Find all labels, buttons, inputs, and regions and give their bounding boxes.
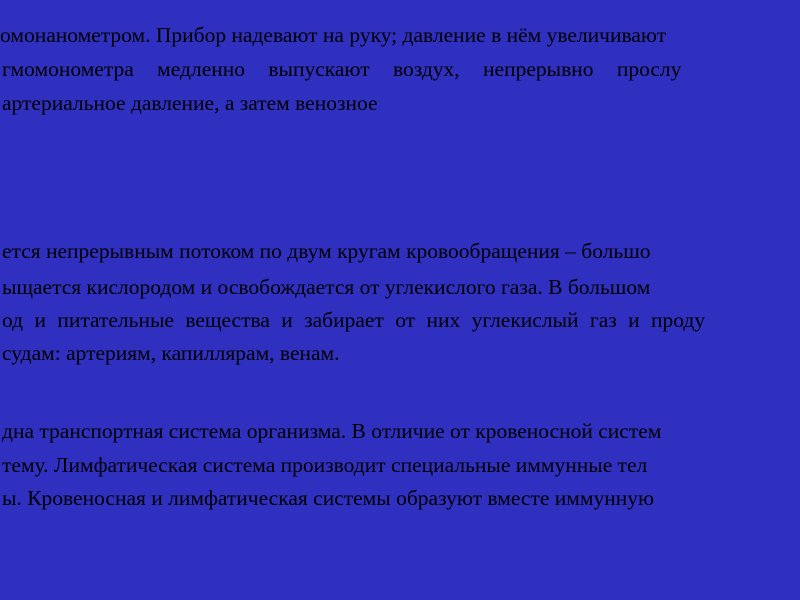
text-line: артериальное давление, а затем венозное xyxy=(2,91,378,115)
text-line: гмомонометра медленно выпускают воздух, непрерывно прослу xyxy=(2,57,682,81)
text-line: дна транспортная система организма. В отличие от кровеносной систем xyxy=(2,419,662,443)
text-line: тему. Лимфатическая система производит специальные иммунные тел xyxy=(2,453,648,477)
text-line: судам: артериям, капиллярам, венам. xyxy=(2,341,340,365)
text-line: од и питательные вещества и забирает от них углекислый газ и проду xyxy=(2,308,706,332)
text-line: омонанометром. Прибор надевают на руку; давление в нём увеличивают xyxy=(0,23,667,47)
text-line: ыщается кислородом и освобождается от углекислого газа. В большом xyxy=(2,275,651,299)
text-line: ы. Кровеносная и лимфатическая системы образуют вместе иммунную xyxy=(2,486,655,510)
text-line: ется непрерывным потоком по двум кругам кровообращения – большо xyxy=(2,239,651,263)
